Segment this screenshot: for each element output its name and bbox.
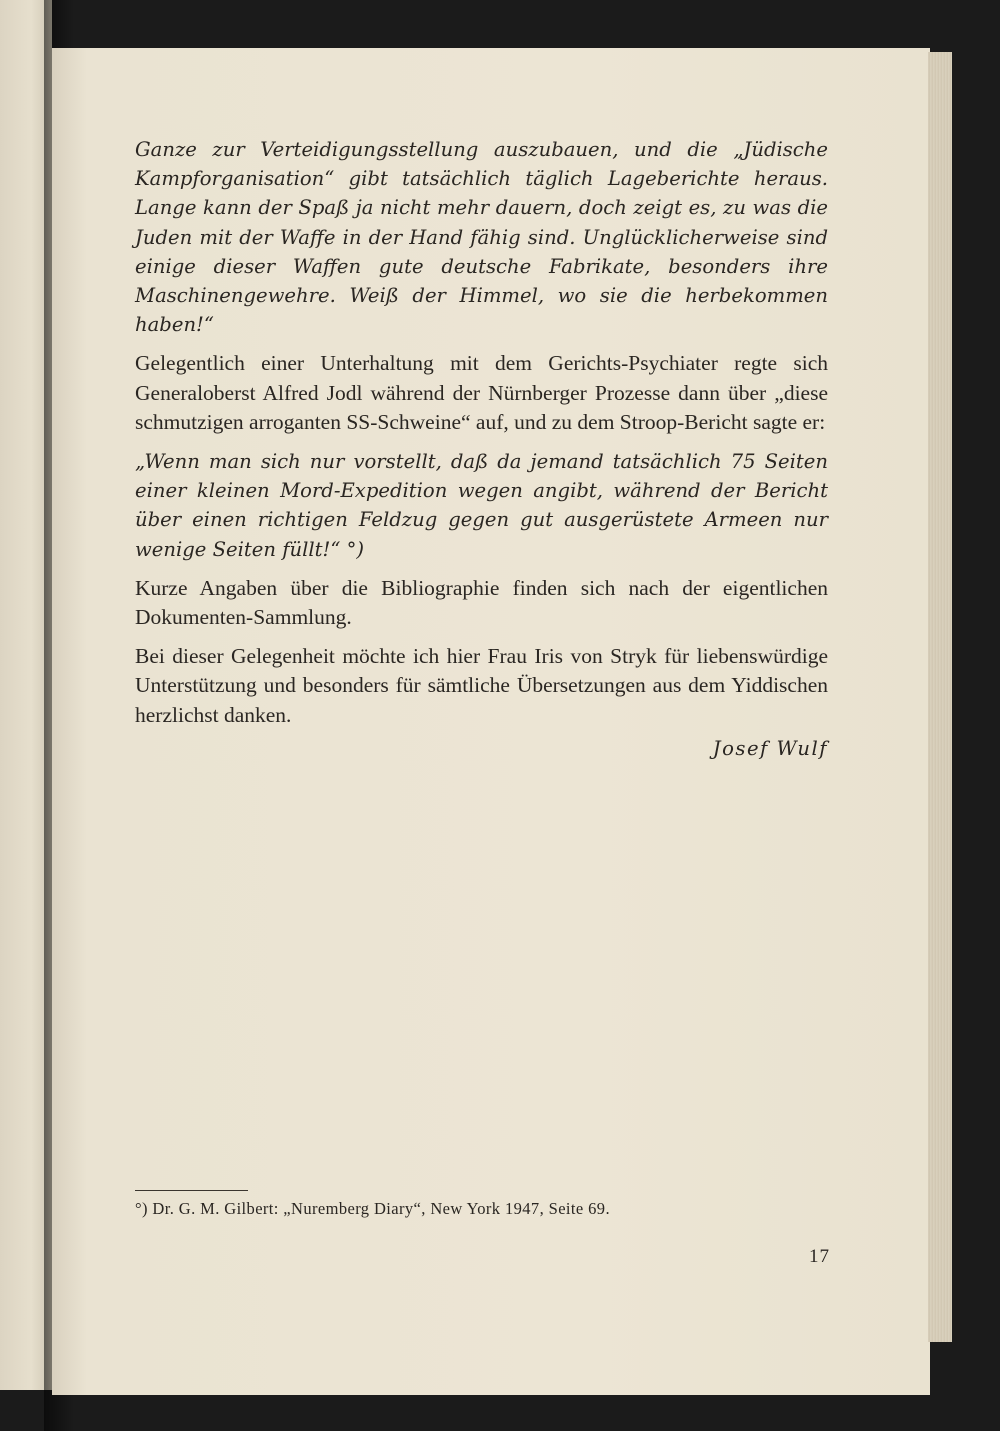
page-number: 17 — [809, 1246, 830, 1267]
paragraph-quote-2: „Wenn man sich nur vorstellt, daß da jemand tatsächlich 75 Seiten einer kleinen Mord-Expedition wegen angibt, während der Bericht über einen richtigen Feldzug gegen gut ausgerüstete Armeen nur wenige Seiten füllt!“ °) — [135, 450, 828, 561]
page-body — [135, 135, 828, 763]
paragraph-thanks: Bei dieser Gelegenheit möchte ich hier Frau Iris von Stryk für liebenswürdige Unterstützung und besonders für sämtliche Übersetzungen aus dem Yiddischen herzlichst danken. — [135, 644, 828, 727]
footnote: °) Dr. G. M. Gilbert: „Nuremberg Diary“, New York 1947, Seite 69. — [135, 1199, 610, 1218]
paragraph-jodl: Gelegentlich einer Unterhaltung mit dem Gerichts-Psychiater regte sich Generaloberst Alfred Jodl während der Nürnberger Prozesse dann über „diese schmutzigen arroganten SS-Schweine“ auf, und zu dem Stroop-Bericht sagte er: — [135, 351, 828, 434]
paragraph-bibliography: Kurze Angaben über die Bibliographie finden sich nach der eigentlichen Dokumenten-Sammlung. — [135, 575, 828, 630]
paragraph-quote-1: Ganze zur Verteidigungsstellung auszubauen, und die „Jüdische Kampforganisation“ gibt tatsächlich täglich Lageberichte heraus. Lange kann der Spaß ja nicht mehr dauern, doch zeigt es, zu was die Juden mit der Waffe in der Hand fähig sind. Unglücklicherweise sind einige dieser Waffen gute deutsche Fabrikate, besonders ihre Maschinengewehre. Weiß der Himmel, wo sie die herbekommen haben!“ — [135, 138, 828, 337]
page-edges — [928, 52, 952, 1342]
signature: Josef Wulf — [712, 736, 828, 760]
footnote-divider — [135, 1190, 248, 1191]
